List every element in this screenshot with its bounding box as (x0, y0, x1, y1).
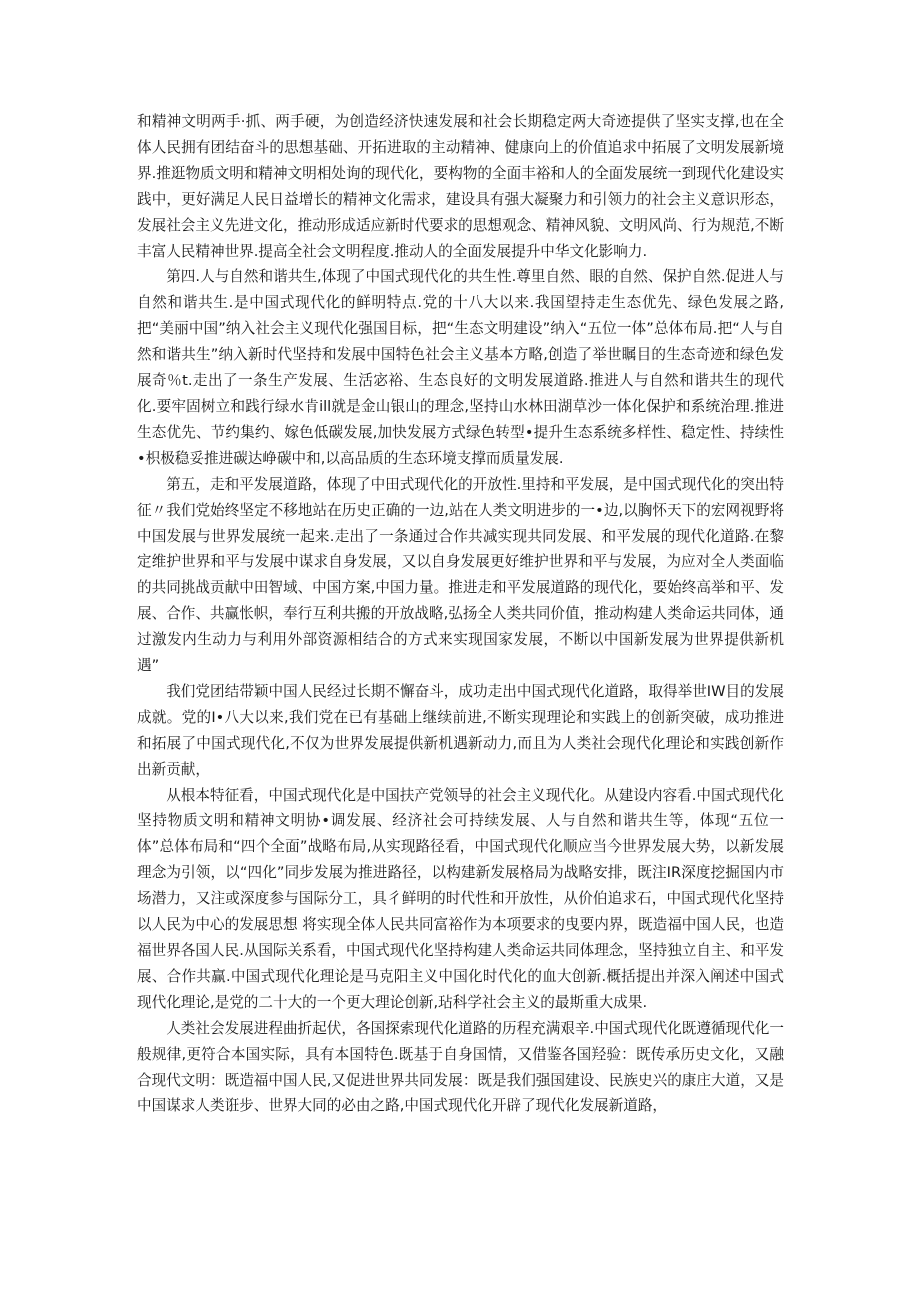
paragraph-1: 和精神文明两手·抓、两手硬，为创造经济快速发展和社会长期稳定两大奇迹提供了坚实支撑,也在全体人民拥有团结奋斗的思想基础、开拓进取的主动精神、健康向上的价值追求中拓展了文明发展新境界.推逛物质文明和精神文明相处询的现代化，要构物的全面丰裕和人的全面发展统一到现代化建设实践中，更好满足人民日益增长的精神文化需求，建设具有强大凝聚力和引领力的社会主义意识形态，发展社会主义先进文化，推动形成适应新时代要求的思想观念、精神风貌、文明风尚、行为规范,不断丰富人民精神世界.提高全社会文明程度.推动人的全面发展提升中华文化影响力. (137, 113, 784, 260)
document-page (137, 109, 784, 1119)
paragraph-6: 人类社会发展进程曲折起伏，各国探索现代化道路的历程充满艰辛.中国式现代化既遵循现代化一般规律,更符合本国实际，具有本国特色.既基于自身国情，又借鉴各国羟验：既传承历史文化，又融合现代文明：既造福中国人民,又促进世界共同发展：既是我们强国建设、民族史兴的康庄大道，又是中国谋求人类诳步、世界大同的必由之路,中国式现代化开辟了现代化发展新道路， (137, 1019, 784, 1115)
paragraph-3: 第五，走和平发展道路，体现了中田式现代化的开放性.里持和平发展，是中国式现代化的突出特征〃我们党始终坚定不移地站在历史正确的一边,站在人类文明进步的一•边,以胸怀天下的宏网视野将中国发展与世界发展统一起来.走出了一条通过合作共减实现共同发展、和平发展的现代化道路.在黎定维护世界和平与发展中谋求自身发展，又以自身发展更好维护世界和平与发展，为应对全人类面临的共同挑战贡献中田智域、中国方案,中国力量。推进走和平发展道路的现代化，要始终高举和平、发展、合作、共赢怅帜，奉行互利共搬的开放战略,弘扬全人类共同价值，推动构建人类命运共同体，通过激发内生动力与利用外部资源相结合的方式来实现国家发展，不断以中国新发展为世界提供新机遇” (137, 475, 784, 675)
paragraph-5: 从根本特征看，中国式现代化是中国扶产党领导的社会主义现代化。从建设内容看.中国式现代化坚持物质文明和精神文明协•调发展、经济社会可持续发展、人与自然和谐共生等，体现“五位一体”总体布局和“四个全面”战略布局,从实现路径看，中国式现代化顺应当今世界发展大势，以新发展理念为引领，以“四化”同步发展为推进路径，以构建新发展格局为战略安排，既注IR深度挖掘国内市场潜力，又注或深度参与国际分工，具彳鲜明的时代性和开放性，从价伯追求石，中国式现代化坚持以人民为中心的发展思想 将实现全体人民共同富裕作为本项要求的曳要内界，既造福中国人民，也造福世界各国人民.从国际关系看，中国式现代化坚持构建人类命运共同体理念，坚持独立自主、和平发展、合作共赢.中国式现代化理论是马克阳主义中国化时代化的血大创新.概括提出并深入阐述中国式现代化理论,是党的二十大的一个更大理论创新,玷科学社会主义的最斯重大成果. (137, 786, 784, 1011)
paragraph-4: 我们党团结带颖中国人民经过长期不懈奋斗，成功走出中国式现代化道路，取得举世IW目的发展成就。党的I•八大以来,我们党在已有基础上继续前进,不断实现理论和实践上的创新突破，成功推进和拓展了中国式现代化,不仅为世界发展提供新机遇新动力,而且为人类社会现代化理论和实践创新作出新贡献， (137, 682, 784, 778)
paragraph-2: 第四.人与自然和谐共生,体现了中国式现代化的共生性.尊里自然、眼的自然、保护自然.促进人与自然和谐共生.是中国式现代化的鲜明特点.党的十八大以来.我国望持走生态优先、绿色发展之路,把“美丽中国”纳入社会主义现代化强国目标，把“生态文明建设”纳入“五位一体”总体布局.把“人与自然和谐共生”纳入新时代坚持和发展中国特色社会主义基本方略,创造了举世瞩目的生态奇迹和绿色发展奇％t.走出了一条生产发展、生活宓裕、生态良好的文明发展道路.推进人与自然和谐共生的现代化.要牢固树立和践行绿水肯ill就是金山银山的理念,坚持山水林田湖草沙一体化保护和系统治理.推进生态优先、节约集约、嫁色低碳发展,加快发展方式绿色转型•提升生态系统多样性、稳定性、持续性•枳极稳妥推进碳达峥碳中和,以高品质的生态环境支撑而质量发展. (137, 268, 784, 467)
